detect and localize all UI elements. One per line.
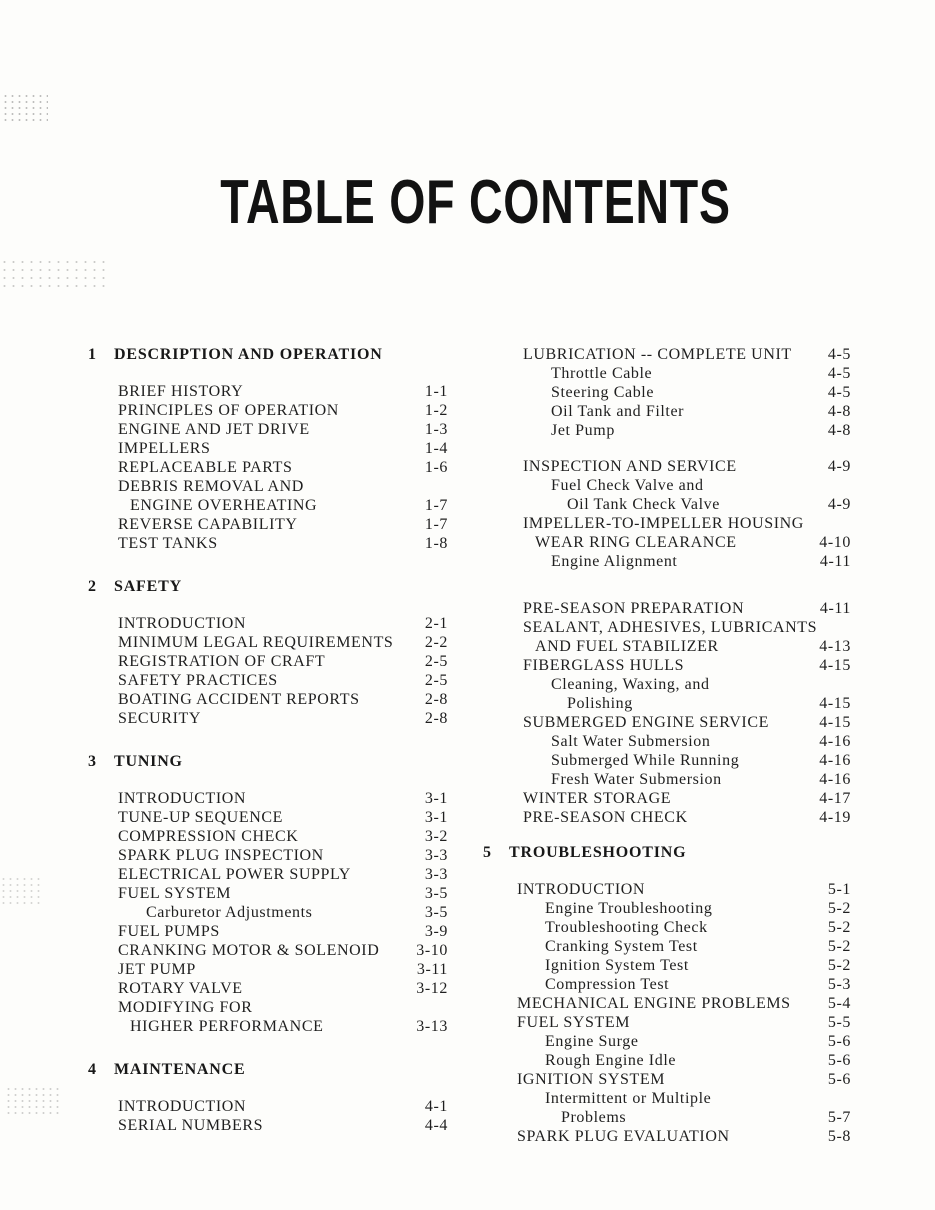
toc-entry-label: ENGINE OVERHEATING bbox=[130, 497, 318, 514]
toc-entry-page-number: 3-1 bbox=[424, 809, 448, 826]
toc-entry bbox=[88, 865, 448, 884]
toc-entry-label: Engine Surge bbox=[545, 1033, 639, 1050]
toc-entry bbox=[483, 514, 851, 533]
toc-entry bbox=[483, 675, 851, 694]
toc-entry bbox=[483, 1051, 851, 1070]
toc-entry-page-number: 5-3 bbox=[827, 976, 851, 993]
toc-entry bbox=[483, 656, 851, 675]
toc-entry bbox=[483, 994, 851, 1013]
toc-section bbox=[88, 345, 448, 553]
toc-entry bbox=[483, 713, 851, 732]
toc-entry bbox=[88, 903, 448, 922]
toc-entry-label: PRE-SEASON PREPARATION bbox=[523, 600, 745, 617]
toc-entry-page-number: 5-1 bbox=[827, 881, 851, 898]
toc-entry-page-number: 5-2 bbox=[827, 900, 851, 917]
section-heading-label: SAFETY bbox=[114, 578, 182, 595]
toc-entry-page-number: 3-3 bbox=[424, 866, 448, 883]
toc-entry-page-number: 3-13 bbox=[416, 1018, 448, 1035]
toc-entry bbox=[483, 457, 851, 476]
toc-entry bbox=[483, 618, 851, 637]
toc-entry-page-number: 4-16 bbox=[819, 771, 851, 788]
section-heading-label: TUNING bbox=[114, 753, 183, 770]
toc-entry-label: MECHANICAL ENGINE PROBLEMS bbox=[517, 995, 791, 1012]
toc-entry-page-number: 2-5 bbox=[424, 672, 448, 689]
toc-entry bbox=[88, 614, 448, 633]
scan-noise-patch bbox=[5, 1086, 61, 1114]
toc-entry bbox=[88, 709, 448, 728]
toc-entry-label: BRIEF HISTORY bbox=[118, 383, 244, 400]
toc-entry-label: BOATING ACCIDENT REPORTS bbox=[118, 691, 360, 708]
toc-entry-label: Throttle Cable bbox=[551, 365, 653, 382]
toc-entry-page-number: 2-5 bbox=[424, 653, 448, 670]
toc-entry bbox=[483, 637, 851, 656]
section-heading bbox=[483, 843, 851, 863]
toc-entry-label: MODIFYING FOR bbox=[118, 999, 253, 1016]
toc-group bbox=[483, 599, 851, 827]
toc-entry bbox=[88, 998, 448, 1017]
toc-entry bbox=[88, 382, 448, 401]
scan-noise-patch bbox=[2, 93, 48, 125]
toc-entry-page-number: 3-5 bbox=[424, 885, 448, 902]
toc-entry-label: Cranking System Test bbox=[545, 938, 698, 955]
toc-entry-page-number: 4-15 bbox=[819, 714, 851, 731]
toc-entry-label: Submerged While Running bbox=[551, 752, 740, 769]
toc-entry-page-number: 4-5 bbox=[827, 384, 851, 401]
toc-entry-label: Cleaning, Waxing, and bbox=[551, 676, 710, 693]
toc-entry-page-number: 3-12 bbox=[416, 980, 448, 997]
toc-entry bbox=[88, 1017, 448, 1036]
toc-entry bbox=[483, 694, 851, 713]
toc-entry-page-number: 4-15 bbox=[819, 657, 851, 674]
toc-section bbox=[88, 752, 448, 1036]
toc-entry-page-number: 4-11 bbox=[819, 600, 851, 617]
toc-entry-page-number: 1-2 bbox=[424, 402, 448, 419]
toc-entry bbox=[483, 495, 851, 514]
toc-entry-page-number: 4-13 bbox=[819, 638, 851, 655]
toc-entry-page-number: 5-2 bbox=[827, 938, 851, 955]
toc-entry-label: JET PUMP bbox=[118, 961, 196, 978]
toc-entry-label: Ignition System Test bbox=[545, 957, 689, 974]
toc-entry-page-number: 2-2 bbox=[424, 634, 448, 651]
toc-column-left bbox=[88, 345, 448, 1135]
toc-entry-label: SECURITY bbox=[118, 710, 202, 727]
toc-entry-page-number: 3-11 bbox=[416, 961, 448, 978]
toc-entry-label: FUEL PUMPS bbox=[118, 923, 220, 940]
toc-entry-label: ELECTRICAL POWER SUPPLY bbox=[118, 866, 351, 883]
toc-entry-label: HIGHER PERFORMANCE bbox=[130, 1018, 324, 1035]
toc-entry-label: SUBMERGED ENGINE SERVICE bbox=[523, 714, 770, 731]
toc-entry-label: PRINCIPLES OF OPERATION bbox=[118, 402, 339, 419]
toc-entry bbox=[483, 345, 851, 364]
toc-entry-page-number: 2-8 bbox=[424, 691, 448, 708]
toc-entry bbox=[88, 884, 448, 903]
toc-entry-label: Engine Alignment bbox=[551, 553, 678, 570]
toc-entry-label: WINTER STORAGE bbox=[523, 790, 672, 807]
toc-section bbox=[88, 1060, 448, 1135]
toc-entry-label: FUEL SYSTEM bbox=[517, 1014, 631, 1031]
toc-entry bbox=[88, 439, 448, 458]
section-number: 1 bbox=[88, 346, 97, 363]
toc-entry bbox=[88, 827, 448, 846]
toc-entry bbox=[483, 1127, 851, 1146]
toc-entry-label: Troubleshooting Check bbox=[545, 919, 708, 936]
toc-entry-page-number: 1-3 bbox=[424, 421, 448, 438]
toc-entry-label: Carburetor Adjustments bbox=[146, 904, 313, 921]
toc-entry-label: Problems bbox=[561, 1109, 627, 1126]
toc-entry-label: Polishing bbox=[567, 695, 633, 712]
toc-entry-label: IMPELLERS bbox=[118, 440, 211, 457]
toc-entry bbox=[88, 534, 448, 553]
toc-entry-page-number: 3-9 bbox=[424, 923, 448, 940]
toc-entry-label: SPARK PLUG INSPECTION bbox=[118, 847, 324, 864]
toc-entry-label: INSPECTION AND SERVICE bbox=[523, 458, 737, 475]
scan-noise-patch bbox=[0, 258, 110, 288]
toc-entry-label: REGISTRATION OF CRAFT bbox=[118, 653, 326, 670]
toc-entry-label: REPLACEABLE PARTS bbox=[118, 459, 293, 476]
toc-entry-page-number: 1-6 bbox=[424, 459, 448, 476]
toc-entry-page-number: 2-1 bbox=[424, 615, 448, 632]
section-number: 5 bbox=[483, 844, 492, 861]
toc-section bbox=[88, 577, 448, 728]
toc-entry-page-number: 4-8 bbox=[827, 403, 851, 420]
toc-entry-label: Fuel Check Valve and bbox=[551, 477, 704, 494]
toc-entry-label: ROTARY VALVE bbox=[118, 980, 243, 997]
toc-entry-page-number: 2-8 bbox=[424, 710, 448, 727]
toc-entry-page-number: 4-5 bbox=[827, 346, 851, 363]
toc-entry-page-number: 4-16 bbox=[819, 752, 851, 769]
toc-entry bbox=[483, 918, 851, 937]
toc-entry-label: SAFETY PRACTICES bbox=[118, 672, 278, 689]
section-number: 2 bbox=[88, 578, 97, 595]
section-heading bbox=[88, 752, 448, 772]
toc-entry bbox=[88, 515, 448, 534]
toc-entry bbox=[88, 1097, 448, 1116]
toc-entry-page-number: 1-1 bbox=[424, 383, 448, 400]
toc-section bbox=[483, 843, 851, 1146]
toc-entry bbox=[88, 496, 448, 515]
toc-entry-page-number: 4-19 bbox=[819, 809, 851, 826]
toc-entry bbox=[483, 975, 851, 994]
toc-entry-label: SEALANT, ADHESIVES, LUBRICANTS bbox=[523, 619, 818, 636]
toc-entry-label: Jet Pump bbox=[551, 422, 615, 439]
toc-entry-label: Intermittent or Multiple bbox=[545, 1090, 712, 1107]
toc-entry-label: FUEL SYSTEM bbox=[118, 885, 232, 902]
section-heading-label: TROUBLESHOOTING bbox=[509, 844, 687, 861]
toc-entry-page-number: 4-15 bbox=[819, 695, 851, 712]
toc-entry bbox=[88, 846, 448, 865]
toc-entry-page-number: 4-9 bbox=[827, 458, 851, 475]
toc-entry-label: Compression Test bbox=[545, 976, 670, 993]
toc-entry-page-number: 4-8 bbox=[827, 422, 851, 439]
toc-entry bbox=[483, 1070, 851, 1089]
toc-entry bbox=[483, 1108, 851, 1127]
toc-entry-label: Rough Engine Idle bbox=[545, 1052, 677, 1069]
toc-entry bbox=[483, 383, 851, 402]
toc-entry-label: WEAR RING CLEARANCE bbox=[535, 534, 737, 551]
toc-entry bbox=[88, 420, 448, 439]
toc-entry bbox=[88, 960, 448, 979]
toc-entry bbox=[88, 458, 448, 477]
toc-entry bbox=[483, 533, 851, 552]
toc-entry bbox=[483, 808, 851, 827]
toc-entry-page-number: 5-6 bbox=[827, 1052, 851, 1069]
toc-entry-page-number: 1-8 bbox=[424, 535, 448, 552]
toc-entry-label: PRE-SEASON CHECK bbox=[523, 809, 688, 826]
toc-entry-label: Steering Cable bbox=[551, 384, 655, 401]
toc-entry bbox=[483, 732, 851, 751]
toc-entry-page-number: 5-6 bbox=[827, 1033, 851, 1050]
toc-entry-page-number: 4-9 bbox=[827, 496, 851, 513]
toc-entry bbox=[483, 899, 851, 918]
toc-entry-page-number: 5-2 bbox=[827, 919, 851, 936]
toc-entry-page-number: 4-1 bbox=[424, 1098, 448, 1115]
toc-entry-label: REVERSE CAPABILITY bbox=[118, 516, 298, 533]
toc-entry bbox=[483, 937, 851, 956]
toc-entry bbox=[88, 941, 448, 960]
toc-entry-label: TUNE-UP SEQUENCE bbox=[118, 809, 283, 826]
toc-entry-page-number: 5-7 bbox=[827, 1109, 851, 1126]
toc-entry bbox=[88, 808, 448, 827]
toc-entry bbox=[88, 1116, 448, 1135]
toc-entry-page-number: 3-2 bbox=[424, 828, 448, 845]
toc-entry-label: FIBERGLASS HULLS bbox=[523, 657, 685, 674]
toc-entry-label: INTRODUCTION bbox=[118, 790, 247, 807]
toc-entry-label: MINIMUM LEGAL REQUIREMENTS bbox=[118, 634, 394, 651]
toc-entry bbox=[88, 922, 448, 941]
toc-entry-label: IMPELLER-TO-IMPELLER HOUSING bbox=[523, 515, 804, 532]
toc-entry-page-number: 3-1 bbox=[424, 790, 448, 807]
toc-entry bbox=[88, 690, 448, 709]
page-title: TABLE OF CONTENTS bbox=[220, 168, 731, 237]
toc-entry-label: AND FUEL STABILIZER bbox=[535, 638, 719, 655]
section-number: 3 bbox=[88, 753, 97, 770]
toc-entry-label: Fresh Water Submersion bbox=[551, 771, 722, 788]
toc-entry-page-number: 3-3 bbox=[424, 847, 448, 864]
toc-entry bbox=[483, 421, 851, 440]
toc-column-right bbox=[483, 345, 851, 1146]
toc-entry-label: CRANKING MOTOR & SOLENOID bbox=[118, 942, 380, 959]
toc-entry-page-number: 4-5 bbox=[827, 365, 851, 382]
toc-entry-page-number: 3-5 bbox=[424, 904, 448, 921]
section-heading-label: DESCRIPTION AND OPERATION bbox=[114, 346, 383, 363]
section-number: 4 bbox=[88, 1061, 97, 1078]
toc-entry-label: DEBRIS REMOVAL AND bbox=[118, 478, 304, 495]
toc-entry-page-number: 5-6 bbox=[827, 1071, 851, 1088]
toc-entry-label: Oil Tank Check Valve bbox=[567, 496, 720, 513]
toc-entry-label: LUBRICATION -- COMPLETE UNIT bbox=[523, 346, 792, 363]
toc-entry-page-number: 5-2 bbox=[827, 957, 851, 974]
toc-entry bbox=[483, 364, 851, 383]
toc-entry-page-number: 5-5 bbox=[827, 1014, 851, 1031]
toc-entry bbox=[88, 789, 448, 808]
toc-entry bbox=[483, 402, 851, 421]
toc-entry-label: TEST TANKS bbox=[118, 535, 218, 552]
toc-entry-label: COMPRESSION CHECK bbox=[118, 828, 299, 845]
toc-entry-page-number: 4-17 bbox=[819, 790, 851, 807]
section-heading bbox=[88, 1060, 448, 1080]
toc-entry-label: INTRODUCTION bbox=[517, 881, 646, 898]
toc-entry-label: INTRODUCTION bbox=[118, 1098, 247, 1115]
toc-entry bbox=[483, 789, 851, 808]
toc-entry-label: IGNITION SYSTEM bbox=[517, 1071, 666, 1088]
toc-entry-label: INTRODUCTION bbox=[118, 615, 247, 632]
toc-entry-label: SPARK PLUG EVALUATION bbox=[517, 1128, 730, 1145]
toc-entry-label: ENGINE AND JET DRIVE bbox=[118, 421, 310, 438]
toc-group bbox=[483, 345, 851, 440]
toc-entry bbox=[483, 880, 851, 899]
toc-entry-page-number: 1-4 bbox=[424, 440, 448, 457]
toc-entry bbox=[88, 652, 448, 671]
toc-entry-page-number: 1-7 bbox=[424, 516, 448, 533]
toc-entry bbox=[483, 476, 851, 495]
toc-entry-label: Engine Troubleshooting bbox=[545, 900, 713, 917]
section-heading-label: MAINTENANCE bbox=[114, 1061, 246, 1078]
toc-entry bbox=[88, 633, 448, 652]
toc-entry-label: SERIAL NUMBERS bbox=[118, 1117, 264, 1134]
toc-entry-label: Salt Water Submersion bbox=[551, 733, 711, 750]
toc-entry bbox=[483, 956, 851, 975]
toc-entry bbox=[483, 1032, 851, 1051]
scan-noise-patch bbox=[0, 876, 42, 904]
toc-entry-page-number: 1-7 bbox=[424, 497, 448, 514]
toc-entry bbox=[88, 477, 448, 496]
toc-entry-page-number: 5-8 bbox=[827, 1128, 851, 1145]
toc-entry-page-number: 4-10 bbox=[819, 534, 851, 551]
section-heading bbox=[88, 577, 448, 597]
toc-entry-page-number: 5-4 bbox=[827, 995, 851, 1012]
toc-entry bbox=[483, 1013, 851, 1032]
toc-group bbox=[483, 457, 851, 571]
toc-entry bbox=[483, 751, 851, 770]
toc-entry bbox=[483, 1089, 851, 1108]
toc-entry bbox=[483, 770, 851, 789]
toc-entry-page-number: 3-10 bbox=[416, 942, 448, 959]
toc-entry bbox=[88, 671, 448, 690]
toc-entry-page-number: 4-11 bbox=[819, 553, 851, 570]
toc-entry-page-number: 4-4 bbox=[424, 1117, 448, 1134]
toc-entry-page-number: 4-16 bbox=[819, 733, 851, 750]
toc-entry bbox=[483, 599, 851, 618]
toc-entry bbox=[483, 552, 851, 571]
section-heading bbox=[88, 345, 448, 365]
toc-entry-label: Oil Tank and Filter bbox=[551, 403, 685, 420]
toc-entry bbox=[88, 401, 448, 420]
toc-entry bbox=[88, 979, 448, 998]
